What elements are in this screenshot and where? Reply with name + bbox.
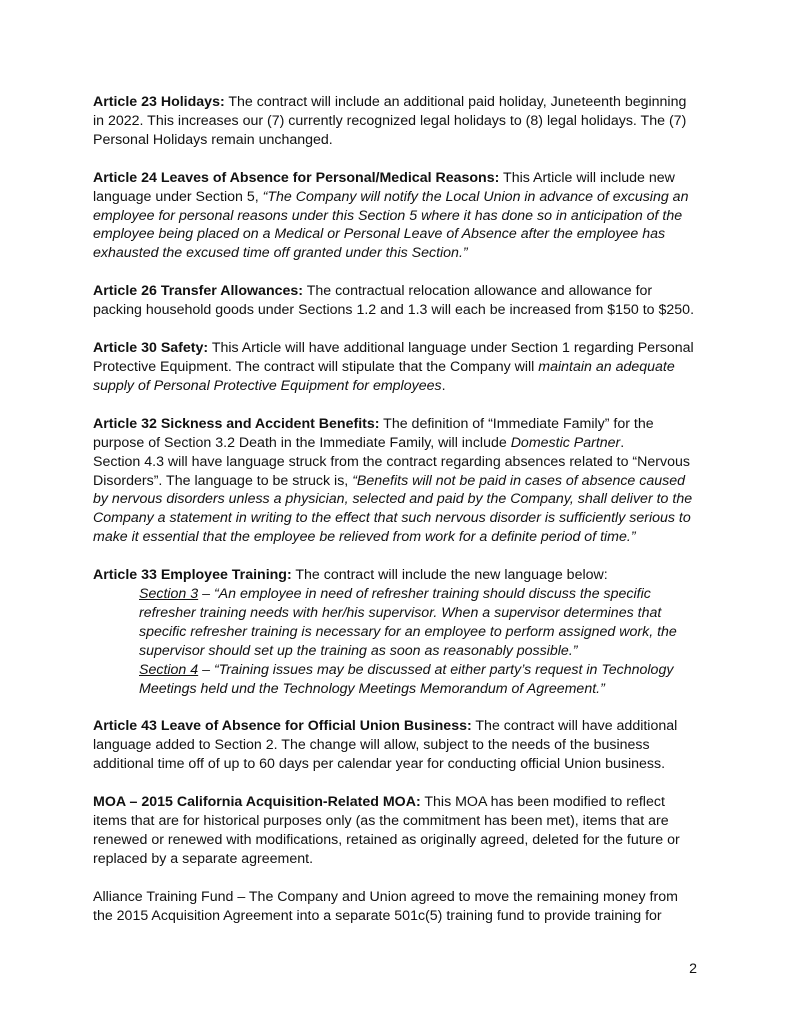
section-4-dash: – (198, 661, 214, 678)
article-33-section-4 (93, 661, 701, 699)
article-32-domestic-partner: Domestic Partner (510, 434, 621, 451)
article-32-quote: “Benefits will not be paid in cases of absence caused by nervous disorders unless a physician, selected and paid by the Company, shall deliver to the Company a statement in writing to the effect that such nervous disorder is sufficiently serious to make it essential that the employee be relieved from work for a definite period of time.” (93, 472, 693, 546)
document-body (93, 93, 701, 945)
section-4-label: Section 4 (139, 661, 199, 678)
article-23-text: The contract will include an additional paid holiday, Juneteenth beginning in 2022. This increases our (7) currently recognized legal holidays to (8) legal holidays. The (7) Personal Holidays remain unchanged. (93, 94, 687, 148)
moa-heading: MOA – 2015 California Acquisition-Related MOA: (93, 794, 421, 811)
moa-text: This MOA has been modified to reflect items that are for historical purposes only (as the commitment has been met), items that are renewed or renewed with modifications, retained as originally agreed, deleted for the future or replaced by a separate agreement. (93, 794, 680, 867)
section-4-quote: “Training issues may be discussed at either party’s request in Technology Meetings held und the Technology Meetings Memorandum of Agreement.” (139, 661, 674, 697)
article-24-text: This Article will include new language under Section 5, (93, 169, 675, 205)
article-33-text: The contract will include the new language below: (291, 567, 608, 584)
alliance-training-fund-text: Alliance Training Fund – The Company and Union agreed to move the remaining money from the 2015 Acquisition Agreement into a separate 501c(5) training fund to provide training for (93, 888, 678, 924)
article-33-heading: Article 33 Employee Training: (93, 567, 292, 584)
article-33-intro (93, 566, 701, 585)
article-30-end: . (441, 377, 446, 394)
section-3-dash: – (198, 586, 214, 603)
article-32-period: . (620, 434, 625, 451)
article-26-heading: Article 26 Transfer Allowances: (93, 283, 304, 300)
article-24-quote: “The Company will notify the Local Union in advance of excusing an employee for personal reasons under this Section 5 where it has done so in anticipation of the employee being placed on a Medical or Personal Leave of Absence after the employee has exhausted the excused time off granted under this Section.” (93, 188, 689, 262)
article-24-heading: Article 24 Leaves of Absence for Personal/Medical Reasons: (93, 169, 500, 186)
article-30-text: This Article will have additional language under Section 1 regarding Personal Protective Equipment. The contract will stipulate that the Company will (93, 340, 694, 375)
article-23-paragraph (93, 93, 701, 150)
article-32-paragraph (93, 415, 701, 547)
article-30-heading: Article 30 Safety: (93, 340, 209, 357)
section-3-quote: “An employee in need of refresher training should discuss the specific refresher training needs with her/his supervisor. When a supervisor determines that specific refresher training is necessary for an employee to perform assigned work, the supervisor should set up the training as soon as reasonably possible.” (139, 586, 677, 659)
alliance-training-fund-paragraph (93, 888, 701, 926)
article-33-section-3 (93, 585, 701, 661)
article-43-paragraph (93, 717, 701, 774)
article-32-heading: Article 32 Sickness and Accident Benefits: (93, 415, 380, 432)
page-number: 2 (689, 961, 697, 977)
article-24-paragraph (93, 169, 701, 264)
article-43-text: The contract will have additional language added to Section 2. The change will allow, subject to the needs of the business additional time off of up to 60 days per calendar year for conducting official Union business. (93, 718, 678, 773)
article-32-section-4-3-text: Section 4.3 will have language struck from the contract regarding absences related to “Nervous Disorders”. The language to be struck is, (93, 453, 690, 489)
article-30-italic: maintain an adequate supply of Personal Protective Equipment for employees (93, 358, 675, 394)
article-33-paragraph (93, 566, 701, 698)
article-32-text: The definition of “Immediate Family” for the purpose of Section 3.2 Death in the Immediate Family, will include (93, 415, 654, 451)
article-30-paragraph (93, 339, 701, 396)
article-26-text: The contractual relocation allowance and allowance for packing household goods under Sections 1.2 and 1.3 will each be increased from $150 to $250. (93, 283, 695, 319)
section-3-label: Section 3 (139, 586, 199, 603)
moa-paragraph (93, 793, 701, 869)
article-26-paragraph (93, 282, 701, 320)
article-23-heading: Article 23 Holidays: (93, 94, 225, 110)
article-43-heading: Article 43 Leave of Absence for Official Union Business: (93, 718, 472, 735)
